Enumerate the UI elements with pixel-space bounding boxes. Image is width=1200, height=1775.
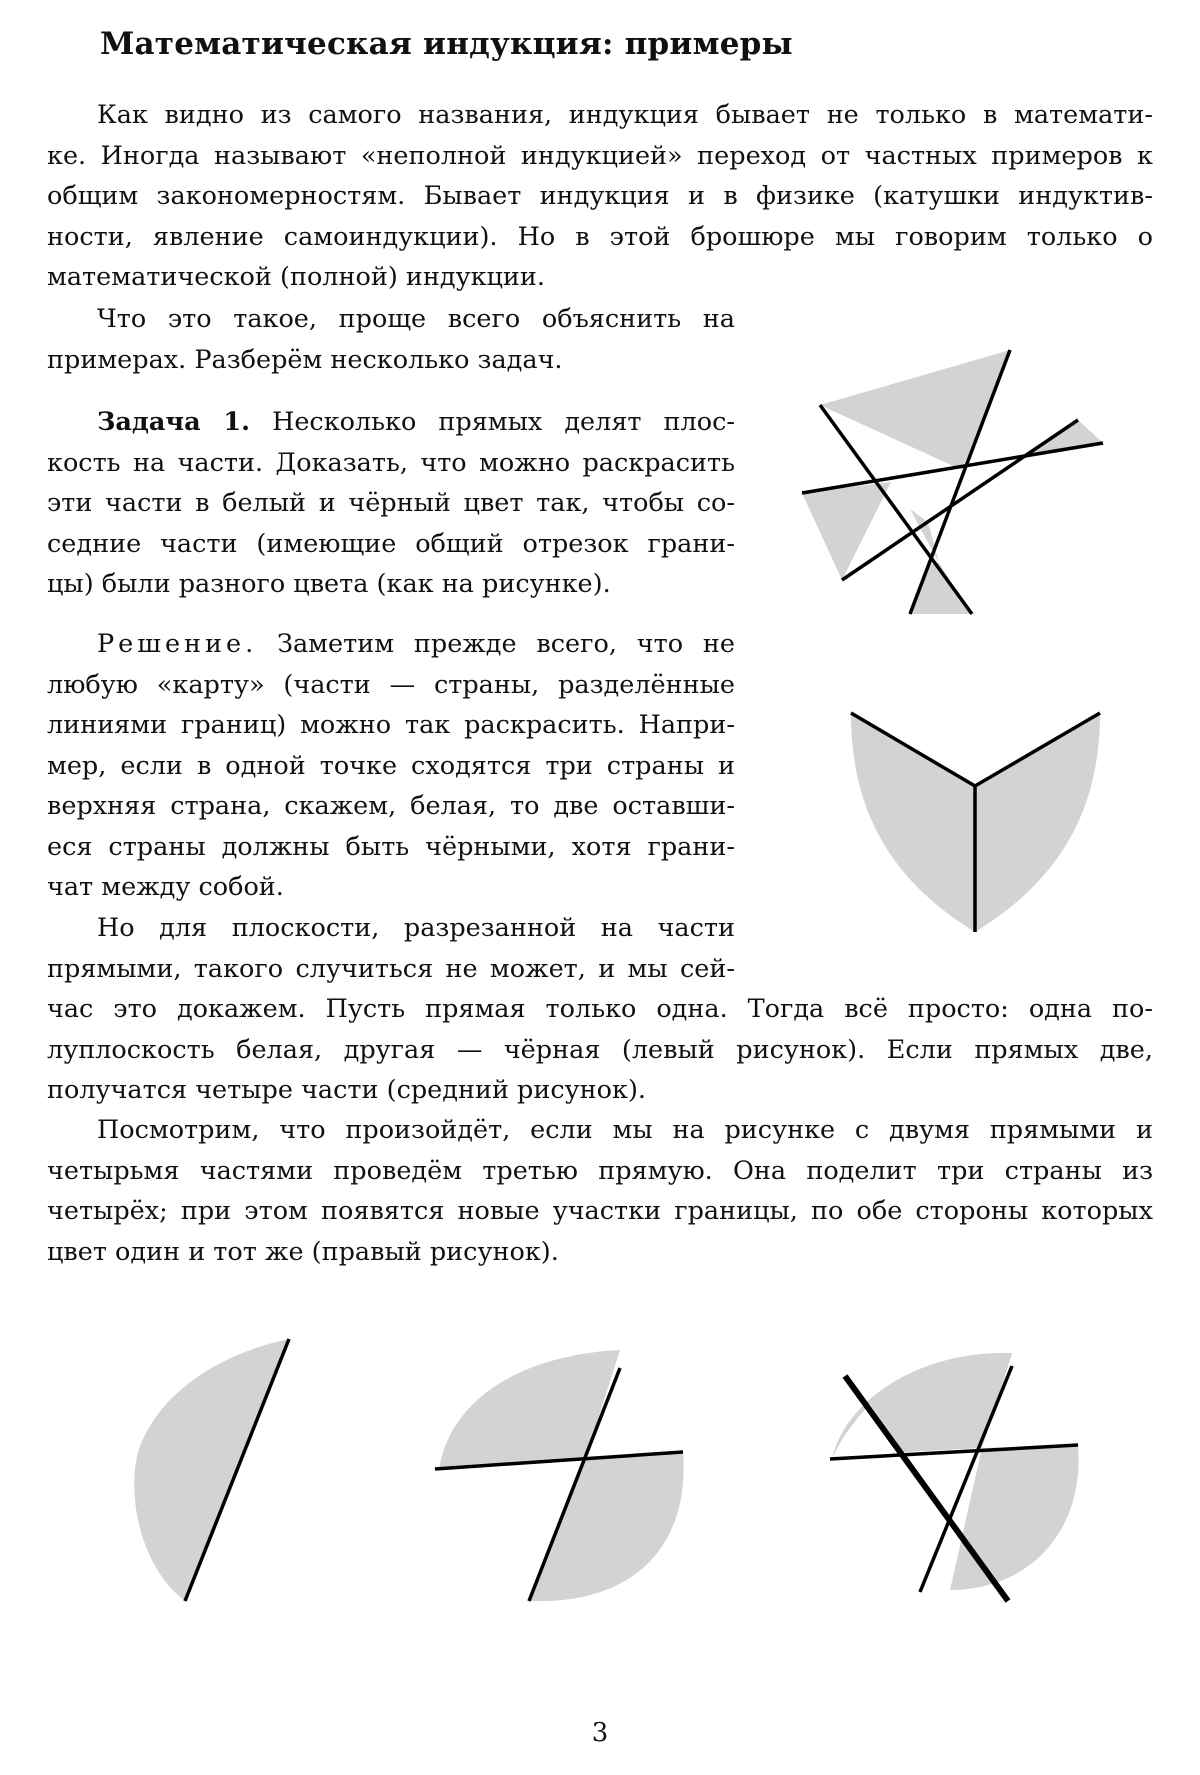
figure-two-lines [430,1340,690,1610]
solution-paragraph [47,624,735,908]
text-line: Как видно из самого названия, индукция бывает не только в математи- [97,100,1153,130]
text-line [47,624,735,665]
text-line: четырьмя частями проведём третью прямую. Она поделит три страны из [47,1155,1153,1186]
solution-label: Решение. [97,629,258,659]
text-line: четырёх; при этом появятся новые участки границы, по обе стороны которых [47,1196,1153,1226]
page-number: 3 [591,1718,609,1748]
problem-text: Несколько прямых делят плос- [272,407,735,437]
figure-three-lines [820,1340,1090,1610]
text-line: любую «карту» (части — страны, разделённые [47,669,735,700]
text-line: цы) были разного цвета (как на рисунке). [47,569,611,599]
text-line: общим закономерностям. Бывает индукция и в физике (катушки индуктив- [47,181,1153,211]
shaded-region [134,1339,289,1601]
figure-one-line [125,1330,300,1610]
text-line [47,402,735,443]
text-line: получатся четыре части (средний рисунок). [47,1075,647,1105]
shaded-region [529,1452,684,1601]
text-line: час это докажем. Пусть прямая только одна. Тогда всё просто: одна по- [47,994,1153,1024]
shaded-region [439,1350,620,1469]
text-line: прямыми, такого случиться не может, и мы сей- [47,953,735,984]
shaded-region [802,482,891,580]
shaded-region [820,350,1010,470]
text-line: цвет один и тот же (правый рисунок). [47,1236,559,1267]
proof-paragraph-wide [47,989,1153,1111]
intro-paragraph [47,95,1153,298]
text-line: эти части в белый и чёрный цвет так, чтобы со- [47,488,735,518]
text-line: Посмотрим, что произойдёт, если мы на рисунке с двумя прямыми и [97,1115,1153,1145]
text-line: линиями границ) можно так раскрасить. Напри- [47,710,735,740]
text-line: ке. Иногда называют «неполной индукцией» переход от частных примеров к [47,140,1153,171]
solution-text: Заметим прежде всего, что не [277,629,735,659]
figure-three-countries [840,705,1110,945]
proof-paragraph-narrow [47,908,735,989]
page-title: Математическая индукция: примеры [100,26,793,62]
examples-intro-paragraph [47,299,735,380]
text-line: Но для плоскости, разрезанной на части [97,913,735,943]
text-line: верхняя страна, скажем, белая, то две оставши- [47,791,735,821]
figure-lines-coloring [790,345,1120,615]
problem-label: Задача 1. [97,407,251,437]
text-line: мер, если в одной точке сходятся три страны и [47,750,735,781]
problem-paragraph [47,402,735,605]
text-line: примерах. Разберём несколько задач. [47,344,563,375]
text-line: седние части (имеющие общий отрезок грани- [47,528,735,559]
text-line: чат между собой. [47,872,284,902]
text-line: математической (полной) индукции. [47,262,546,292]
text-line: еся страны должны быть чёрными, хотя грани- [47,831,735,862]
third-line-paragraph [47,1110,1153,1272]
text-line: ности, явление самоиндукции). Но в этой брошюре мы говорим только о [47,221,1153,252]
text-line: луплоскость белая, другая — чёрная (левый рисунок). Если прямых две, [47,1034,1153,1065]
text-line: кость на части. Доказать, что можно раскрасить [47,447,735,478]
text-line: Что это такое, проще всего объяснить на [97,304,735,334]
